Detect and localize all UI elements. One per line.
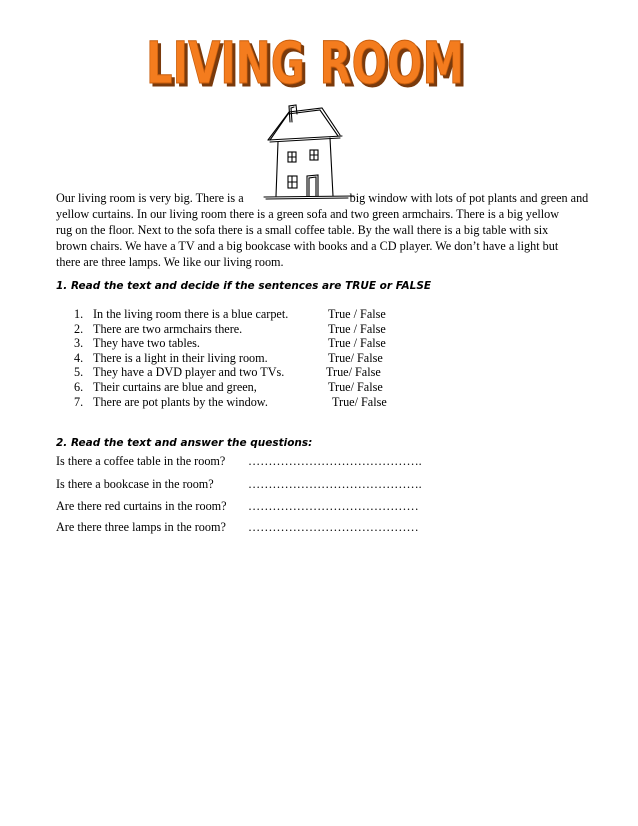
- list-item: 7. There are pot plants by the window. True/ False: [74, 394, 387, 409]
- paragraph-line: yellow curtains. In our living room there is a green sofa and two green armchairs. There is a big yellow: [56, 207, 560, 221]
- paragraph-line: brown chairs. We have a TV and a big bookcase with books and a CD player. We don’t have a light but: [56, 239, 559, 253]
- page-title: LIVING ROOM: [146, 29, 464, 96]
- question-row: [56, 454, 422, 469]
- true-false-choice: True / False: [328, 336, 386, 351]
- reading-paragraph: [56, 190, 596, 270]
- question-text: Is there a coffee table in the room?: [56, 454, 226, 468]
- question-row: [56, 499, 419, 514]
- paragraph-line-1-start: Our living room is very big. There is a: [56, 191, 244, 205]
- title-shadow: LIVING ROOM: [149, 32, 467, 96]
- list-item: 3. They have two tables. True / False: [74, 336, 386, 351]
- list-item: 6. Their curtains are blue and green, True/ False: [74, 379, 383, 394]
- answer-line[interactable]: …………………………………….: [248, 477, 422, 491]
- exercise-1-heading: 1. Read the text and decide if the sentences are TRUE or FALSE: [56, 280, 432, 292]
- true-false-choice: True/ False: [328, 350, 383, 365]
- title-wordart: [140, 26, 470, 96]
- answer-line[interactable]: ……………………………………: [248, 499, 419, 513]
- answer-line[interactable]: ……………………………………: [248, 520, 419, 534]
- true-false-choice: True/ False: [328, 379, 383, 394]
- question-row: [56, 477, 422, 492]
- paragraph-line-1-end: big window with lots of pot plants and green and: [349, 191, 589, 205]
- question-text: Are there three lamps in the room?: [56, 520, 226, 534]
- paragraph-line: [56, 190, 596, 206]
- true-false-choice: True/ False: [326, 365, 381, 380]
- true-false-choice: True / False: [328, 321, 386, 336]
- true-false-choice: True / False: [328, 307, 386, 321]
- exercise-2-heading: 2. Read the text and answer the questions:: [56, 437, 313, 449]
- true-false-choice: True/ False: [332, 394, 387, 409]
- true-false-list: [74, 307, 387, 409]
- answer-line[interactable]: …………………………………….: [248, 454, 422, 468]
- list-item: 5. They have a DVD player and two TVs. True/ False: [74, 365, 381, 380]
- paragraph-line: there are three lamps. We like our living room.: [56, 255, 284, 269]
- paragraph-line: rug on the floor. Next to the sofa there is a small coffee table. By the wall there is a big table with six: [56, 223, 549, 237]
- list-item: 2. There are two armchairs there. True / False: [74, 321, 386, 336]
- list-item: 1. In the living room there is a blue carpet. True / False: [74, 307, 386, 321]
- list-item: 4. There is a light in their living room. True/ False: [74, 350, 383, 365]
- question-text: Are there red curtains in the room?: [56, 499, 227, 513]
- question-text: Is there a bookcase in the room?: [56, 477, 214, 491]
- question-row: [56, 520, 419, 535]
